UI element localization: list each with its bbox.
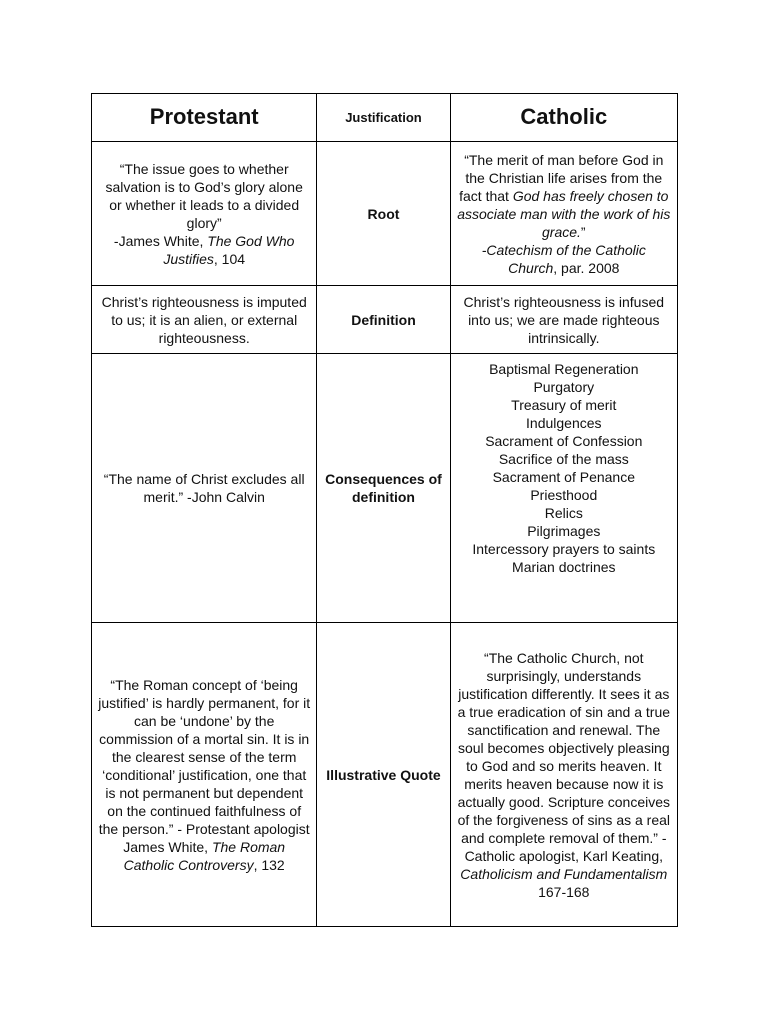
root-protestant-author: -James White, [113, 232, 204, 249]
header-justification-label: Justification [345, 110, 422, 125]
list-item: Sacrament of Confession [485, 433, 643, 449]
table-row-definition [92, 286, 678, 354]
root-protestant-page: , 104 [213, 250, 246, 267]
definition-label-cell [317, 286, 450, 354]
list-item: Priesthood [530, 487, 598, 503]
root-protestant-cell [92, 142, 317, 286]
illustrative-protestant-book: The Roman Catholic Controversy [123, 838, 286, 873]
table-row-illustrative-quote [92, 623, 678, 927]
root-label: Root [367, 205, 400, 222]
table-row-consequences [92, 354, 678, 623]
illustrative-catholic-quote: “The Catholic Church, not surprisingly, understands justification differently. It sees it as a true eradication of sin and a true sanctification and renewal. The soul becomes objectively pleasing to God and so merits heaven. It merits heaven because now it is actually good. Scripture conceives of the forgiveness of sins as a real and complete removal of them.” -Catholic apologist, Karl Keating, [457, 649, 671, 864]
illustrative-catholic-cell [450, 623, 677, 927]
definition-label: Definition [351, 311, 416, 328]
root-catholic-source: -Catechism of the Catholic Church [481, 241, 646, 276]
root-catholic-quote-start: “The merit of man before God in the Christian life arises from the fact that [459, 151, 664, 204]
illustrative-label-cell [317, 623, 450, 927]
definition-catholic-text: Christ’s righteousness is infused into us; we are made righteous intrinsically. [463, 293, 665, 346]
consequences-label-cell [317, 354, 450, 623]
justification-comparison-table [91, 93, 678, 927]
consequences-catholic-cell [450, 354, 677, 623]
illustrative-protestant-quote: “The Roman concept of ‘being justified’ is hardly permanent, for it can be ‘undone’ by the commission of a mortal sin. It is in the clearest sense of the term ‘conditional’ justification, one that is not permanent but dependent on the continued faithfulness of the person.” - Protestant apologist James White, [98, 676, 311, 855]
root-catholic-quote-end: ” [580, 223, 586, 240]
list-item: Indulgences [526, 415, 602, 431]
header-justification [317, 94, 450, 142]
consequences-protestant-cell [92, 354, 317, 623]
illustrative-catholic-page: 167-168 [538, 883, 590, 900]
root-label-cell [317, 142, 450, 286]
definition-catholic-cell [450, 286, 677, 354]
list-item: Relics [544, 505, 583, 521]
header-protestant [92, 94, 317, 142]
root-catholic-par: , par. 2008 [553, 259, 620, 276]
illustrative-protestant-cell [92, 623, 317, 927]
list-item: Purgatory [533, 379, 595, 395]
list-item: Baptismal Regeneration [489, 361, 639, 377]
definition-protestant-text: Christ’s righteousness is imputed to us; it is an alien, or external righteousness. [101, 293, 307, 346]
list-item: Pilgrimages [527, 523, 601, 539]
list-item: Sacrifice of the mass [498, 451, 629, 467]
root-catholic-cell [450, 142, 677, 286]
list-item: Marian doctrines [512, 559, 616, 575]
illustrative-protestant-page: , 132 [253, 856, 285, 873]
table-row-root [92, 142, 678, 286]
root-protestant-book: The God Who Justifies [163, 232, 295, 267]
illustrative-label: Illustrative Quote [326, 766, 441, 783]
list-item: Treasury of merit [511, 397, 617, 413]
consequences-label: Consequences of definition [325, 471, 442, 505]
root-protestant-quote: “The issue goes to whether salvation is to God’s glory alone or whether it leads to a divided glory” [105, 160, 303, 231]
root-catholic-quote-italic: God has freely chosen to associate man with the work of his grace. [457, 187, 671, 240]
header-catholic-label: Catholic [520, 103, 608, 129]
definition-protestant-cell [92, 286, 317, 354]
illustrative-catholic-book: Catholicism and Fundamentalism [460, 865, 668, 882]
list-item: Intercessory prayers to saints [472, 541, 656, 557]
header-catholic [450, 94, 677, 142]
table-header-row [92, 94, 678, 142]
consequences-protestant-text: “The name of Christ excludes all merit.” -John Calvin [103, 471, 305, 505]
header-protestant-label: Protestant [149, 103, 259, 129]
list-item: Sacrament of Penance [492, 469, 635, 485]
